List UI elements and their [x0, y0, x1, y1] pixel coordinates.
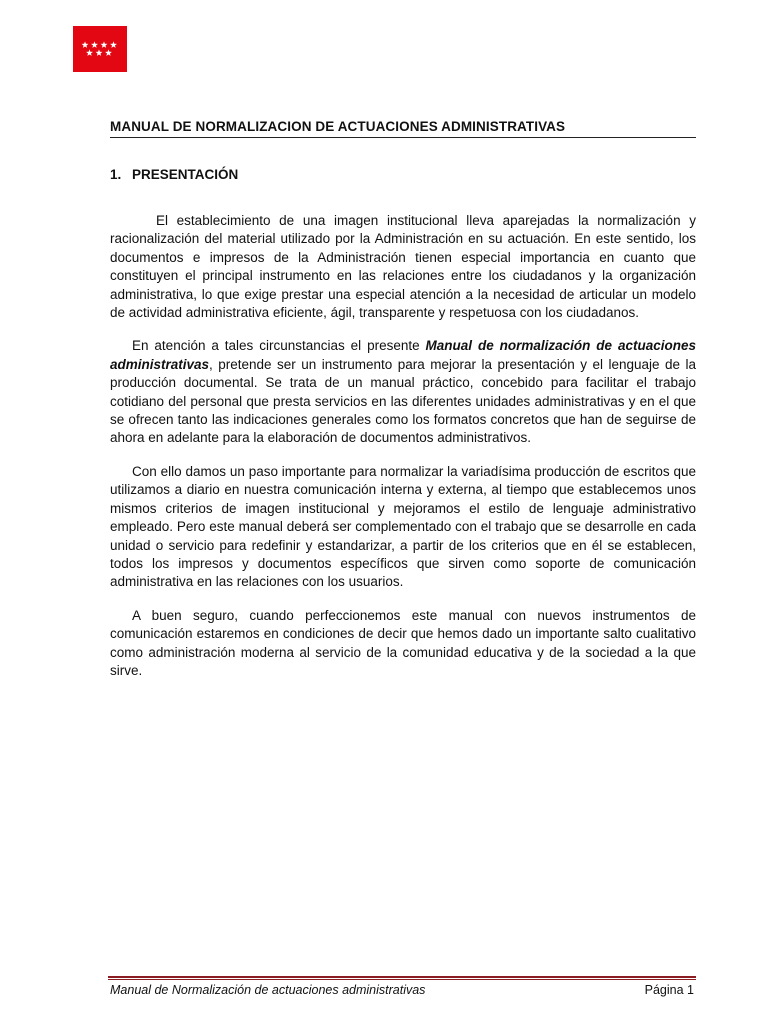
star-icon: [91, 41, 98, 48]
paragraph-3: Con ello damos un paso importante para normalizar la variadísima producción de escritos que utilizamos a diario en nuestra comunicación interna y externa, al tiempo que establecemos unos mismos criterios de imagen institucional y mejoramos el estilo de lenguaje administrativo empleado. Pero este manual deberá ser complementado con el trabajo que se desarrolle en cada unidad o servicio para redefinir y estandarizar, a partir de los criterios que en él se establecen, todos los impresos y documentos específicos que sirven como soporte de comunicación administrativa en las relaciones con los usuarios.: [110, 463, 696, 590]
footer-document-name: Manual de Normalización de actuaciones administrativas: [110, 983, 426, 997]
footer-rule: [108, 976, 696, 978]
manual-title-emphasis: Manual de normalización de actuaciones administrativas: [110, 338, 696, 372]
document-body: [110, 212, 696, 695]
section-heading: [110, 167, 238, 182]
stars-icon: [73, 26, 127, 72]
star-icon: [86, 49, 93, 56]
paragraph-4: A buen seguro, cuando perfeccionemos este manual con nuevos instrumentos de comunicación estaremos en condiciones de decir que hemos dado un importante salto cualitativo como administración moderna al servicio de la comunidad educativa y de la sociedad a la que sirve.: [110, 607, 696, 678]
footer-page-number: Página 1: [644, 983, 694, 997]
star-icon: [82, 41, 89, 48]
star-icon: [96, 49, 103, 56]
paragraph-2-start: En atención a tales circunstancias el presente: [132, 338, 426, 354]
paragraph-2: [110, 337, 696, 447]
comunidad-madrid-logo: [73, 26, 127, 72]
section-number: 1.: [110, 167, 122, 182]
star-icon: [110, 41, 117, 48]
document-title: MANUAL DE NORMALIZACION DE ACTUACIONES ADMINISTRATIVAS: [110, 119, 696, 138]
star-icon: [105, 49, 112, 56]
section-title: PRESENTACIÓN: [132, 167, 239, 182]
paragraph-1: El establecimiento de una imagen institucional lleva aparejadas la normalización y racionalización del material utilizado por la Administración en su actuación. En este sentido, los documentos e impresos de la Administración tienen especial importancia en cuanto que constituyen el principal instrumento en las relaciones entre los ciudadanos y la organización administrativa, lo que exige prestar una especial atención a la necesidad de articular un modelo de actividad administrativa eficiente, ágil, transparente y respetuosa con los ciudadanos.: [110, 213, 696, 321]
paragraph-2-rest: , pretende ser un instrumento para mejorar la presentación y el lenguaje de la producción documental. Se trata de un manual práctico, concebido para facilitar el trabajo cotidiano del personal que presta servicios en las diferentes unidades administrativas y en el que se ofrecen tanto las indicaciones generales como los formatos concretos que han de seguirse de ahora en adelante para la elaboración de documentos administrativos.: [110, 356, 696, 446]
star-icon: [101, 41, 108, 48]
